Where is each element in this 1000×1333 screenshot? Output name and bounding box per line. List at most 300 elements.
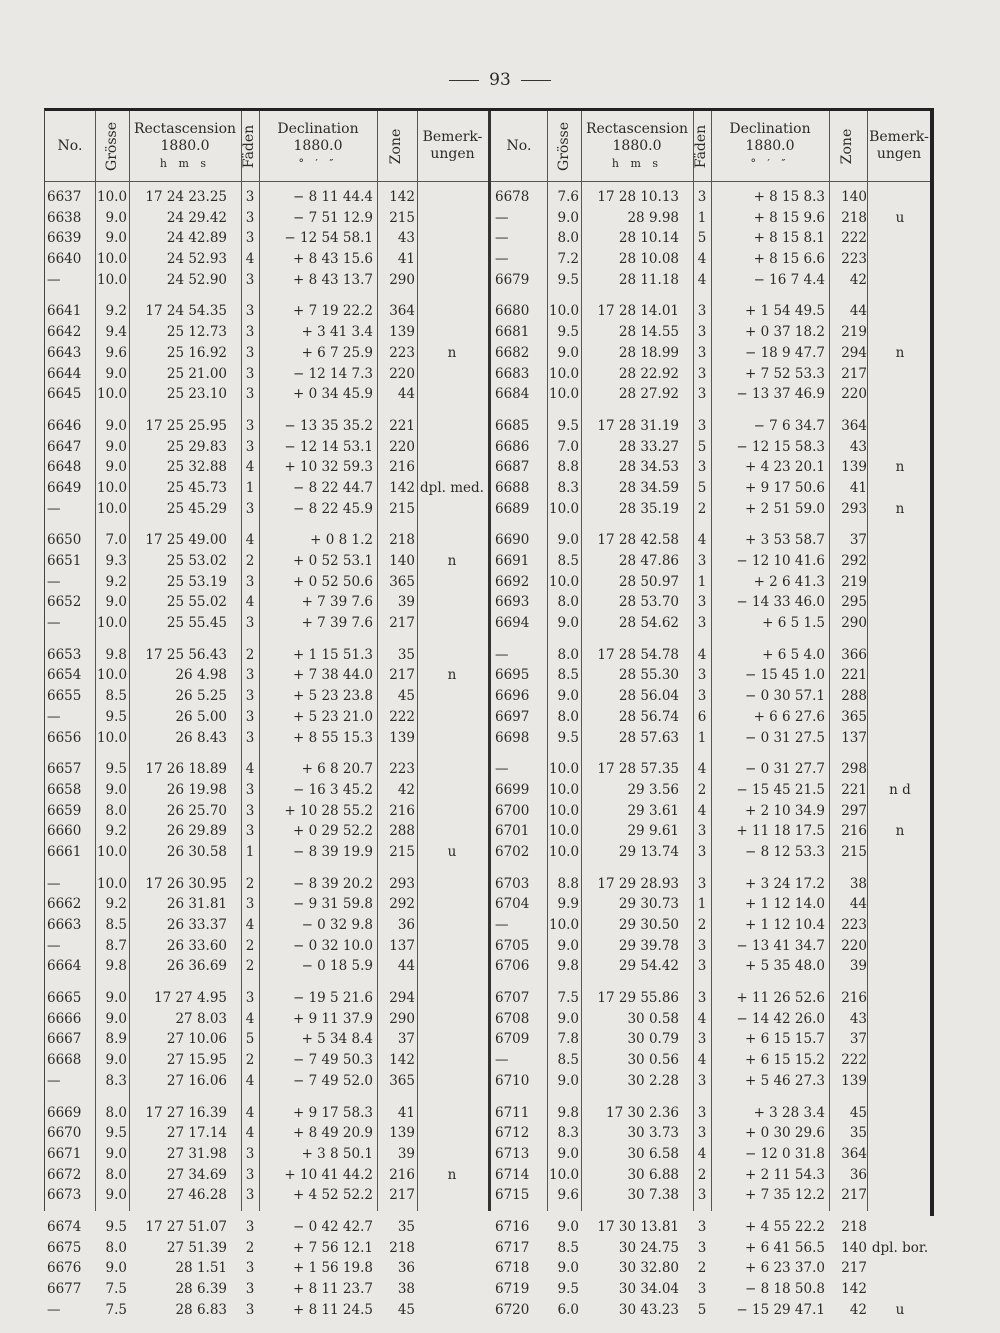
declination: − 19 5 21.6 [292,990,373,1007]
threads-count: 3 [245,324,255,341]
threads-count: 4 [697,532,707,549]
threads-count: 4 [245,532,255,549]
zone-number: 45 [397,1301,415,1318]
zone-number: 219 [841,573,867,590]
threads-count: 4 [697,1052,707,1069]
threads-count: 2 [245,646,255,663]
magnitude: 8.5 [557,667,579,684]
right-ascension: 17 28 10.13 [597,189,679,205]
star-number: 6703 [495,875,530,892]
threads-count: 3 [697,688,707,705]
magnitude: 9.0 [105,365,127,382]
right-ascension: 28 33.27 [618,438,679,455]
magnitude: 9.0 [557,1145,579,1162]
zone-number: 41 [397,1104,415,1121]
declination: + 1 56 19.8 [292,1260,373,1277]
zone-number: 290 [841,615,867,632]
threads-count: 2 [697,781,707,798]
right-ascension: 26 25.70 [166,802,227,819]
star-number: 6661 [47,843,82,860]
magnitude: 10.0 [97,500,128,517]
table-row [491,594,931,615]
star-number: 6670 [47,1125,82,1142]
right-ascension: 17 26 30.95 [145,875,227,892]
right-ascension: 17 28 31.19 [597,417,679,434]
header-decl [711,111,829,181]
declination: − 0 32 10.0 [292,937,373,954]
table-row [45,1260,488,1281]
threads-count: 2 [245,875,255,892]
zone-number: 45 [397,688,415,705]
zone-number: 142 [841,1281,867,1297]
magnitude: 7.0 [557,438,579,455]
zone-number: 364 [841,417,867,434]
header-groesse [95,111,129,181]
star-number: 6681 [495,324,530,341]
right-ascension: 25 55.45 [166,615,227,632]
magnitude: 10.0 [549,303,580,320]
zone-number: 293 [841,500,867,517]
threads-count: 3 [245,573,255,590]
zone-number: 290 [389,271,415,288]
zone-number: 365 [841,708,867,725]
threads-count: 2 [245,1239,255,1256]
magnitude: 9.0 [105,209,127,226]
threads-count: 4 [245,1104,255,1121]
declination: + 3 24 17.2 [744,875,825,892]
table-row [491,272,931,293]
threads-count: 3 [697,875,707,892]
declination: − 8 11 44.4 [292,189,373,205]
zone-number: 139 [841,459,867,476]
star-number: 6657 [47,761,82,778]
header-bemerk-1: Bemerk- [422,129,483,145]
threads-count: 3 [697,1125,707,1142]
magnitude: 9.0 [557,1010,579,1027]
star-number: 6652 [47,594,82,611]
table-row [45,667,488,688]
table-row [45,782,488,803]
declination: − 0 31 27.7 [744,761,825,778]
threads-count: 3 [245,1301,255,1318]
threads-count: 4 [245,459,255,476]
right-ascension: 28 27.92 [618,386,679,403]
threads-count: 3 [245,303,255,320]
declination: + 8 11 24.5 [292,1301,373,1318]
right-ascension: 17 24 54.35 [145,303,227,320]
magnitude: 9.6 [105,344,127,361]
declination: + 8 15 9.6 [753,209,825,226]
threads-count: 2 [697,500,707,517]
table-row [491,1219,931,1240]
zone-number: 139 [389,729,415,746]
magnitude: 8.0 [557,708,579,725]
star-number: 6648 [47,459,82,476]
table-row [45,345,488,366]
right-ascension: 26 8.43 [175,729,227,746]
magnitude: 9.0 [105,438,127,455]
magnitude: 9.8 [105,646,127,663]
magnitude: 8.0 [105,1104,127,1121]
star-number: 6698 [495,729,530,746]
right-ascension: 28 54.62 [618,615,679,632]
table-row [491,876,931,897]
star-number: 6712 [495,1125,530,1142]
threads-count: 4 [697,271,707,288]
star-number: 6675 [47,1239,82,1256]
table-row [45,844,488,865]
table-row [491,251,931,272]
magnitude: 9.0 [105,781,127,798]
threads-count: 4 [697,1145,707,1162]
right-ascension: 17 28 57.35 [597,761,679,778]
declination: + 5 46 27.3 [744,1072,825,1089]
table-row [45,532,488,553]
table-row [45,1011,488,1032]
right-ascension: 28 14.55 [618,324,679,341]
header-zone-label: Zone [388,128,405,164]
threads-count: 3 [697,937,707,954]
magnitude: 9.0 [105,1260,127,1277]
zone-number: 35 [397,646,415,663]
threads-count: 3 [245,688,255,705]
threads-count: 3 [245,438,255,455]
zone-number: 44 [397,386,415,403]
zone-number: 217 [389,667,415,684]
star-number: 6697 [495,708,530,725]
right-ascension: 28 34.53 [618,459,679,476]
right-ascension: 17 28 42.58 [597,532,679,549]
zone-number: 365 [389,1072,415,1089]
threads-count: 3 [697,459,707,476]
remark: dpl. bor. [871,1239,929,1256]
right-ascension: 28 6.39 [175,1281,227,1297]
declination: − 0 30 57.1 [744,688,825,705]
row-group [491,761,931,864]
zone-number: 44 [849,303,867,320]
remark: n [895,459,905,476]
right-ascension: 28 35.19 [618,500,679,517]
declination: − 8 39 19.9 [292,843,373,860]
magnitude: 10.0 [97,189,128,205]
table-row [491,647,931,668]
declination: − 0 42 42.7 [292,1218,373,1235]
declination: + 8 43 13.7 [292,271,373,288]
star-number: 6679 [495,271,530,288]
magnitude: 9.0 [557,1072,579,1089]
declination: + 8 15 6.6 [753,251,825,268]
declination: + 6 23 37.0 [744,1260,825,1277]
threads-count: 3 [697,417,707,434]
threads-count: 2 [245,958,255,975]
star-number: — [495,1052,509,1069]
zone-number: 217 [841,1260,867,1277]
magnitude: 10.0 [549,386,580,403]
threads-count: 1 [245,843,255,860]
threads-count: 3 [245,802,255,819]
threads-count: 2 [697,917,707,933]
threads-count: 3 [245,189,255,205]
right-ascension: 24 29.42 [166,209,227,226]
declination: − 12 14 53.1 [284,438,373,455]
declination: − 7 49 50.3 [292,1052,373,1069]
magnitude: 9.0 [557,688,579,705]
table-row [491,958,931,979]
table-row [45,730,488,751]
table-row [45,876,488,897]
magnitude: 9.2 [105,303,127,320]
table-row [45,803,488,824]
table-row [45,761,488,782]
table-row [45,480,488,501]
table-row [491,1011,931,1032]
star-number: 6716 [495,1218,530,1235]
table-row [45,1105,488,1126]
table-row [45,1125,488,1146]
threads-count: 3 [697,1031,707,1048]
declination: + 8 43 15.6 [292,251,373,268]
header-faeden [241,111,259,181]
star-number: 6667 [47,1031,82,1048]
star-number: 6690 [495,532,530,549]
zone-number: 298 [841,761,867,778]
magnitude: 9.0 [105,594,127,611]
threads-count: 3 [245,271,255,288]
table-row [491,1302,931,1323]
table-row [45,958,488,979]
star-number: — [495,917,509,933]
star-number: 6682 [495,344,530,361]
threads-count: 3 [697,990,707,1007]
right-ascension: 17 26 18.89 [145,761,227,778]
right-ascension: 27 17.14 [166,1125,227,1142]
declination: + 7 39 7.6 [301,594,373,611]
threads-count: 3 [697,189,707,205]
zone-number: 221 [389,417,415,434]
star-number: 6711 [495,1104,530,1121]
threads-count: 3 [697,386,707,403]
zone-number: 217 [389,615,415,632]
threads-count: 3 [245,1145,255,1162]
page-number-dash-left [449,80,479,81]
star-number: 6647 [47,438,82,455]
threads-count: 3 [245,896,255,913]
declination: − 0 18 5.9 [301,958,373,975]
magnitude: 8.5 [557,553,579,569]
table-row [491,730,931,751]
star-number: — [495,230,509,247]
table-row [491,1260,931,1281]
star-number: 6713 [495,1145,530,1162]
zone-number: 36 [397,1260,415,1277]
threads-count: 3 [245,1281,255,1297]
magnitude: 8.5 [105,688,127,705]
zone-number: 37 [849,1031,867,1048]
right-ascension: 17 24 23.25 [145,189,227,205]
declination: + 1 15 51.3 [292,646,373,663]
threads-count: 3 [697,823,707,840]
right-ascension: 28 1.51 [175,1260,227,1277]
right-ascension: 17 27 16.39 [145,1104,227,1121]
zone-number: 139 [389,324,415,341]
magnitude: 8.5 [557,1052,579,1069]
declination: + 5 23 23.8 [292,688,373,705]
zone-number: 216 [389,1166,415,1183]
table-row [45,1240,488,1261]
row-group [491,418,931,521]
zone-number: 220 [841,937,867,954]
threads-count: 3 [697,843,707,860]
threads-count: 3 [697,324,707,341]
declination: − 7 51 12.9 [292,209,373,226]
right-ascension: 27 46.28 [166,1187,227,1204]
zone-number: 140 [841,1239,867,1256]
declination: − 0 31 27.5 [744,729,825,746]
header-zone [377,111,417,181]
threads-count: 3 [245,615,255,632]
table-body-left [45,189,488,1333]
table-row [491,501,931,522]
right-ascension: 25 45.73 [166,479,227,496]
remark: dpl. med. [420,479,484,496]
threads-count: 2 [245,553,255,569]
table-row [491,782,931,803]
right-ascension: 24 52.93 [166,251,227,268]
table-row [491,345,931,366]
star-number: 6640 [47,251,82,268]
star-number: — [495,761,509,778]
star-number: 6655 [47,688,82,705]
table-row [45,896,488,917]
star-number: — [47,271,61,288]
magnitude: 9.5 [557,324,579,341]
star-number: — [495,646,509,663]
threads-count: 6 [697,708,707,725]
right-ascension: 28 53.70 [618,594,679,611]
magnitude: 8.0 [105,1239,127,1256]
star-number: 6665 [47,990,82,1007]
remark: n [895,344,905,361]
declination: + 8 15 8.3 [753,189,825,205]
zone-number: 38 [397,1281,415,1297]
magnitude: 8.0 [105,1166,127,1183]
declination: + 3 53 58.7 [744,532,825,549]
declination: + 7 56 12.1 [292,1239,373,1256]
right-ascension: 25 16.92 [166,344,227,361]
magnitude: 8.8 [557,459,579,476]
row-group [45,418,488,521]
declination: + 0 29 52.2 [292,823,373,840]
header-zone-label: Zone [839,128,856,164]
table-row [45,386,488,407]
declination: − 14 42 26.0 [736,1010,825,1027]
threads-count: 1 [697,729,707,746]
magnitude: 9.2 [105,823,127,840]
magnitude: 7.6 [557,189,579,205]
zone-number: 288 [389,823,415,840]
magnitude: 9.0 [105,417,127,434]
declination: − 18 9 47.7 [744,344,825,361]
declination: + 2 11 54.3 [744,1166,825,1183]
right-ascension: 28 57.63 [618,729,679,746]
zone-number: 220 [389,365,415,382]
zone-number: 216 [841,990,867,1007]
row-group [491,303,931,406]
declination: + 1 12 10.4 [744,917,825,933]
declination: − 0 32 9.8 [301,917,373,933]
header-decl [259,111,377,181]
declination: + 3 8 50.1 [301,1145,373,1162]
threads-count: 3 [697,303,707,320]
magnitude: 8.7 [105,937,127,954]
header-rule [45,181,488,182]
star-number: 6709 [495,1031,530,1048]
declination: + 6 6 27.6 [753,708,825,725]
magnitude: 10.0 [97,479,128,496]
zone-number: 142 [389,189,415,205]
right-ascension: 30 32.80 [618,1260,679,1277]
declination: + 10 32 59.3 [284,459,373,476]
threads-count: 1 [245,479,255,496]
declination: − 8 22 44.7 [292,479,373,496]
zone-number: 41 [849,479,867,496]
declination: − 15 45 21.5 [736,781,825,798]
table-row [45,501,488,522]
right-ascension: 29 3.61 [627,802,679,819]
magnitude: 9.0 [105,230,127,247]
row-group [45,1219,488,1322]
header-ra-label: Rectascension [585,120,689,137]
right-ascension: 30 24.75 [618,1239,679,1256]
catalogue-table [44,108,931,1318]
magnitude: 10.0 [549,1166,580,1183]
threads-count: 3 [245,1218,255,1235]
header-no-label: No. [57,137,83,154]
magnitude: 9.5 [105,761,127,778]
star-number: 6663 [47,917,82,933]
table-row [491,480,931,501]
magnitude: 9.5 [557,417,579,434]
threads-count: 5 [697,230,707,247]
zone-number: 35 [849,1125,867,1142]
table-row [491,1240,931,1261]
table-row [491,917,931,938]
zone-number: 365 [389,573,415,590]
star-number: 6644 [47,365,82,382]
row-group [45,647,488,750]
right-ascension: 30 2.28 [627,1072,679,1089]
right-ascension: 29 13.74 [618,843,679,860]
table-row [491,574,931,595]
row-group [45,990,488,1093]
threads-count: 5 [697,438,707,455]
header-ra-units: h m s [159,156,211,170]
zone-number: 292 [389,896,415,913]
declination: + 3 28 3.4 [753,1104,825,1121]
magnitude: 9.0 [557,937,579,954]
table-row [45,594,488,615]
threads-count: 3 [245,781,255,798]
right-ascension: 25 23.10 [166,386,227,403]
declination: − 15 29 47.1 [736,1301,825,1318]
table-row [45,1281,488,1302]
magnitude: 10.0 [549,573,580,590]
remark: u [895,1301,905,1318]
table-row [491,459,931,480]
magnitude: 8.8 [557,875,579,892]
threads-count: 3 [697,553,707,569]
zone-number: 38 [849,875,867,892]
